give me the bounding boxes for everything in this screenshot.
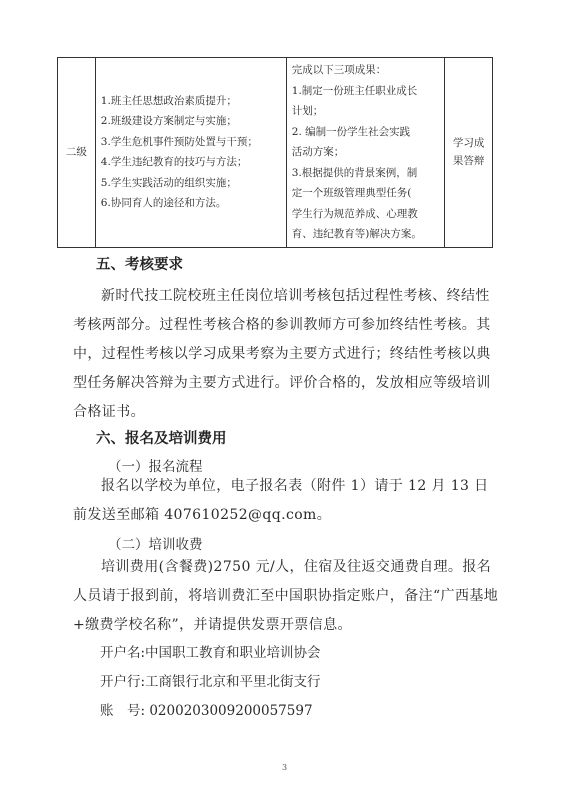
page-number: 3 xyxy=(282,763,288,772)
outcome-line: 1.制定一份班主任职业成长 xyxy=(291,84,418,97)
list-item: 5.学生实践活动的组织实施； xyxy=(100,176,237,189)
content-cell xyxy=(95,58,286,248)
outcome-line: 活动方案； xyxy=(291,146,345,158)
outcome-line: 计划； xyxy=(291,105,324,117)
list-item: 4.学生违纪教育的技巧与方法； xyxy=(100,156,248,169)
section5-paragraph: 新时代技工院校班主任岗位培训考核包括过程性考核、终结性考核两部分。过程性考核合格的参训教师方可参加终结性考核。其中，过程性考核以学习成果考察为主要方式进行；终结性考核以典型任务解决答辩为主要方式进行。评价合格的，发放相应等级培训合格证书。 xyxy=(73,288,491,420)
outcome-line: 完成以下三项成果： xyxy=(291,64,387,76)
outcome-cell xyxy=(286,58,444,248)
subsection-fees: （二）培训收费 xyxy=(108,537,203,553)
subsection-registration: （一）报名流程 xyxy=(108,459,203,475)
section6-title: 六、报名及培训费用 xyxy=(96,431,227,447)
method-cell xyxy=(445,58,493,248)
outcome-line: 学生行为规范养成、心理教 xyxy=(291,207,418,220)
fees-paragraph: 培训费用(含餐费)2750 元/人，住宿及往返交通费自理。报名人员请于报到前，将培训费汇至中国职协指定账户，备注“广西基地+缴费学校名称”，并请提供发票开票信息。 xyxy=(73,559,499,633)
outcome-line: 3.根据提供的背景案例，制 xyxy=(291,166,418,179)
method-line: 学习成 xyxy=(452,137,485,150)
account-number: 账 号: 0200203009200057597 xyxy=(100,703,313,719)
outcome-line: 育、违纪教育等)解决方案。 xyxy=(291,228,422,240)
list-item: 3.学生危机事件预防处置与干预； xyxy=(100,135,258,148)
bank-name: 开户行:工商银行北京和平里北街支行 xyxy=(100,674,321,690)
training-content-table xyxy=(57,57,493,248)
outcome-line: 2. 编制一份学生社会实践 xyxy=(291,125,411,138)
list-item: 6.协同育人的途径和方法。 xyxy=(100,197,227,210)
registration-paragraph: 报名以学校为单位，电子报名表（附件 1）请于 12 月 13 日前发送至邮箱 407610252@qq.com。 xyxy=(73,478,489,523)
method-line: 果答辩 xyxy=(452,155,485,168)
table-row xyxy=(58,58,493,248)
level-cell: 二级 xyxy=(58,58,96,248)
list-item: 2.班级建设方案制定与实施； xyxy=(100,115,237,128)
account-name: 开户名:中国职工教育和职业培训协会 xyxy=(100,645,321,661)
section5-title: 五、考核要求 xyxy=(96,257,183,273)
list-item: 1.班主任思想政治素质提升； xyxy=(100,94,237,107)
outcome-line: 定一个班级管理典型任务( xyxy=(291,187,412,199)
